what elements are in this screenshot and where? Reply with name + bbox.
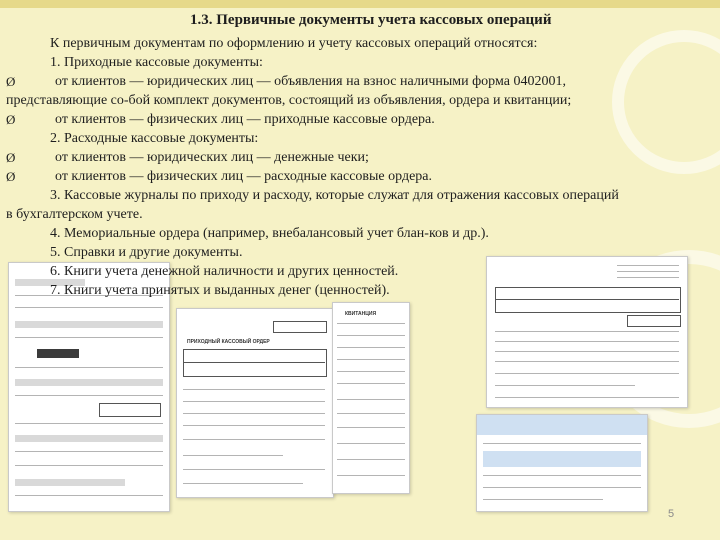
- bullet-marker: Ø: [6, 150, 16, 165]
- page-number: 5: [668, 508, 675, 520]
- section-5-line: 5. Справки и другие документы.: [50, 245, 243, 260]
- bullet-marker: Ø: [6, 74, 16, 89]
- section-4-line: 4. Мемориальные ордера (например, внебалансовый учет блан-ков и др.).: [50, 226, 489, 241]
- bullet-item-2: от клиентов — физических лиц — приходные кассовые ордера.: [55, 112, 435, 127]
- slide-title: 1.3. Первичные документы учета кассовых операций: [190, 12, 552, 28]
- intro-line: К первичным документам по оформлению и учету кассовых операций относятся:: [50, 36, 538, 51]
- bullet-marker: Ø: [6, 169, 16, 184]
- section-7-line: 7. Книги учета принятых и выданных денег (ценностей).: [50, 283, 390, 298]
- section-1-heading: 1. Приходные кассовые документы:: [50, 55, 263, 70]
- bullet-marker: Ø: [6, 112, 16, 127]
- document-receipt: [332, 302, 410, 494]
- receipt-heading: КВИТАНЦИЯ: [345, 311, 377, 317]
- document-form-blue: [476, 414, 648, 512]
- section-3-continuation: в бухгалтерском учете.: [6, 207, 143, 222]
- bullet-item-3: от клиентов — юридических лиц — денежные чеки;: [55, 150, 369, 165]
- section-6-line: 6. Книги учета денежной наличности и других ценностей.: [50, 264, 399, 279]
- section-3-line: 3. Кассовые журналы по приходу и расходу, которые служат для отражения кассовых операций: [50, 188, 619, 203]
- section-2-heading: 2. Расходные кассовые документы:: [50, 131, 259, 146]
- document-cash-order: [176, 308, 334, 498]
- bullet-item-1: от клиентов — юридических лиц — объявления на взнос наличными форма 0402001,: [55, 74, 566, 89]
- order-heading: ПРИХОДНЫЙ КАССОВЫЙ ОРДЕР: [187, 339, 270, 345]
- bullet-item-1-continuation: представляющие со-бой комплект документов, состоящий из объявления, ордера и квитанции;: [6, 93, 572, 108]
- bullet-item-4: от клиентов — физических лиц — расходные кассовые ордера.: [55, 169, 433, 184]
